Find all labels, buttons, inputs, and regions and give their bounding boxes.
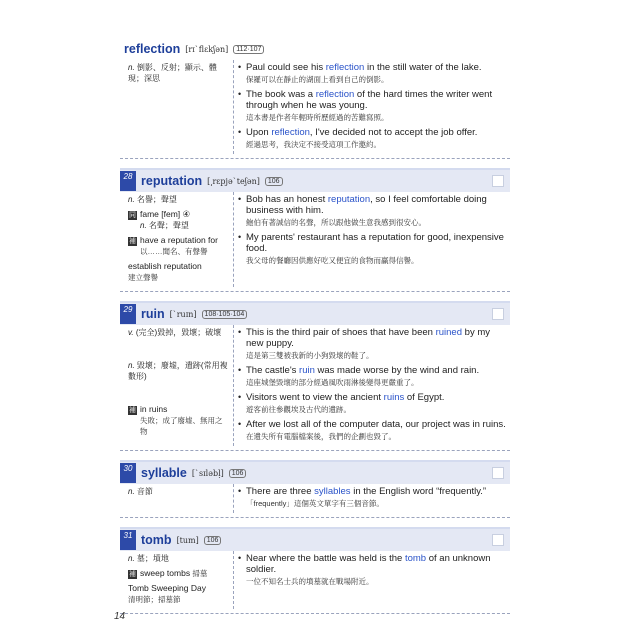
definition-text: 倒影、反射；顯示、體現；深思 [128,63,217,83]
synonym-tag: 同 [129,212,136,219]
headword: reputation [141,174,203,188]
example-translation: 在遺失所有電腦檔案後，我們的企劃也毀了。 [246,432,396,441]
checkbox[interactable] [492,308,504,320]
entry-number: 28 [120,171,136,191]
dictionary-page [120,38,510,623]
part-of-speech: n. [128,63,135,72]
part-of-speech: n. [128,361,135,370]
checkbox[interactable] [492,467,504,479]
definition-column [120,484,234,513]
example-sentence [246,62,510,85]
entry-body [120,325,510,451]
example-translation: 一位不知名士兵的墳墓就在戰場附近。 [246,577,374,586]
pronunciation: [rɪˋflɛkʃən] [185,44,229,54]
entry-body [120,192,510,292]
definition-item [128,327,229,338]
example-translation: 我父母的餐廳因供應好吃又便宜的食物而贏得信譽。 [246,256,419,265]
example-text: The castle's [246,365,300,376]
headword: syllable [141,466,187,480]
example-text: in the English word “frequently.” [350,486,487,497]
definition-item [128,235,229,257]
example-text: of an unknown soldier. [246,553,491,575]
example-column [234,325,510,446]
example-text: The book was a [246,89,316,100]
phrase: sweep tombs [140,568,191,578]
part-of-speech: n. [128,195,135,204]
part-of-speech: n. [140,221,147,230]
definition-text: 名聲；聲望 [148,221,189,230]
example-text: , I've decided not to accept the job offer. [309,127,478,138]
spacer [128,386,229,404]
entry-tomb [120,527,510,614]
definition-text: (完全)毀掉，毀壞；破壞 [135,328,222,337]
phrase: Tomb Sweeping Day [128,583,206,593]
definition-item [128,261,229,283]
example-translation: 這本書是作者年輕時所歷經過的苦難寫照。 [246,113,389,122]
example-text: There are three [246,486,315,497]
highlighted-word: reflection [325,62,365,73]
example-text: by my new puppy. [246,327,490,349]
part-of-speech: n. [128,487,135,496]
example-text: Upon [246,127,272,138]
definition-column [120,192,234,287]
example-translation: 「frequently」這個英文單字有三個音節。 [246,499,384,508]
definition-text: 毀壞；廢墟，遺跡(常用複數形) [128,361,228,381]
example-sentence [246,194,510,228]
highlighted-word: syllables [314,486,351,497]
example-sentence [246,327,510,361]
example-text: , so I feel comfortable doing business with him. [246,194,487,216]
headword: tomb [141,533,172,547]
entry-body [120,60,510,159]
checkbox[interactable] [492,534,504,546]
highlighted-word: ruin [299,365,315,376]
entry-header [120,168,510,192]
phrase-meaning: 建立聲譽 [128,273,158,282]
entry-reputation [120,168,510,292]
example-translation: 保羅可以在靜止的湖面上看到自己的倒影。 [246,75,389,84]
example-text: Paul could see his [246,62,326,73]
example-sentence [246,486,510,509]
phrase-tag: 補 [129,571,136,578]
example-translation: 遊客前往參觀埃及古代的遺跡。 [246,405,351,414]
pronunciation: [͵rɛpjəˋteʃən] [207,176,260,186]
entry-body [120,551,510,614]
example-sentence [246,127,510,150]
example-text: My parents' restaurant has a reputation for good, inexpensive food. [246,232,504,254]
definition-item [128,209,229,231]
phrase-meaning: 失敗；成了廢墟、無用之物 [140,416,223,436]
headword: reflection [124,42,181,56]
example-sentence [246,89,510,123]
example-text: was made worse by the wind and rain. [314,365,480,376]
example-translation: 鮑伯有著誠信的名聲，所以跟他做生意我感到很安心。 [246,218,426,227]
example-sentence [246,392,510,415]
entry-ruin [120,301,510,451]
headword: ruin [141,307,165,321]
example-text: Bob has an honest [246,194,328,205]
example-text: of Egypt. [404,392,445,403]
pronunciation: [tum] [176,535,199,545]
highlighted-word: ruins [383,392,405,403]
phrase-meaning: 以……聞名、有聲譽 [140,247,208,256]
example-text: of the hard times the writer went through when he was young. [246,89,493,111]
phrase: have a reputation for [140,235,218,245]
definition-item [128,404,229,437]
example-translation: 經過思考，我決定不接受這項工作邀約。 [246,140,381,149]
entry-syllable [120,460,510,518]
example-sentence [246,419,510,442]
entry-reflection [120,38,510,159]
exam-year-badge: 106 [204,536,222,545]
definition-item [128,62,229,84]
phrase-tag: 補 [129,238,136,245]
example-translation: 這是第三雙被我新的小狗毀壞的鞋了。 [246,351,374,360]
example-sentence [246,553,510,587]
example-column [234,551,510,609]
entry-number: 30 [120,463,136,483]
definition-column [120,60,234,154]
exam-year-badge: 108·105·104 [202,310,248,319]
example-sentence [246,365,510,388]
example-text: Near where the battle was held is the [246,553,405,564]
definition-text: 墓；墳地 [136,554,169,563]
phrase-meaning: 掃墓 [192,569,208,578]
example-text: in the still water of the lake. [364,62,482,73]
entry-header [120,38,510,60]
entry-number: 31 [120,530,136,550]
phrase-meaning: 清明節；掃墓節 [128,595,181,604]
example-column [234,60,510,154]
example-text: This is the third pair of shoes that have been [246,327,436,338]
definition-column [120,325,234,446]
phrase: establish reputation [128,261,202,271]
entry-number: 29 [120,304,136,324]
example-column [234,192,510,287]
pronunciation: [ˋruɪn] [169,309,197,319]
entry-body [120,484,510,518]
definition-text: 音節 [136,487,153,496]
part-of-speech: v. [128,328,134,337]
checkbox[interactable] [492,175,504,187]
synonym-word: fame [fem] ④ [140,209,191,219]
definition-item [128,553,229,564]
highlighted-word: reflection [315,89,355,100]
phrase-tag: 補 [129,407,136,414]
definition-column [120,551,234,609]
highlighted-word: ruined [435,327,463,338]
example-sentence [246,232,510,266]
pronunciation: [ˋsɪləbḷ] [191,468,224,478]
definition-item [128,568,229,579]
example-text: After we lost all of the computer data, our project was in ruins. [246,419,506,430]
page-number: 14 [114,611,126,622]
entry-header [120,527,510,551]
entry-header [120,460,510,484]
highlighted-word: reputation [327,194,371,205]
definition-item [128,486,229,497]
definition-text: 名譽；聲望 [136,195,177,204]
spacer [128,342,229,360]
exam-year-badge: 112·107 [233,45,264,54]
entry-header [120,301,510,325]
example-column [234,484,510,513]
example-translation: 這座城堡毀壞的部分經過風吹雨淋後變得更嚴重了。 [246,378,419,387]
part-of-speech: n. [128,554,135,563]
definition-item [128,194,229,205]
definition-item [128,360,229,382]
example-text: Visitors went to view the ancient [246,392,384,403]
highlighted-word: tomb [404,553,427,564]
definition-item [128,583,229,605]
phrase: in ruins [140,404,168,414]
exam-year-badge: 106 [229,469,247,478]
highlighted-word: reflection [271,127,310,138]
exam-year-badge: 106 [265,177,283,186]
